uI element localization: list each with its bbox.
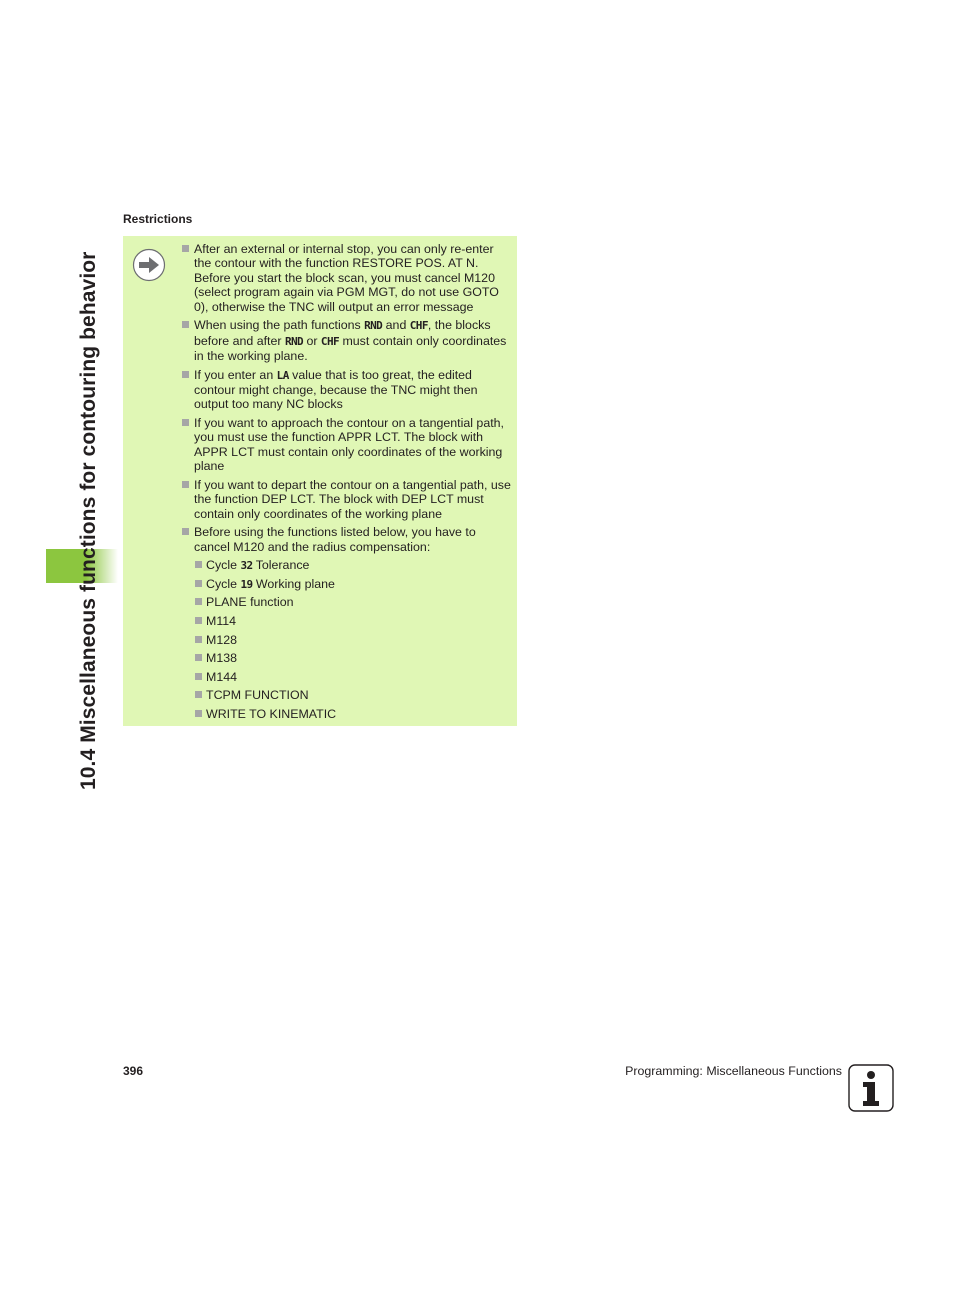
sublist-item [182,633,514,647]
list-item-text: After an external or internal stop, you can only re-enter the contour with the function RESTORE POS. AT N. Before you start the block scan, you must cancel M120 (select program again via PGM MGT, do not use GOTO 0), otherwise the TNC will output an error message [194,242,499,314]
bullet-square-icon [182,419,189,426]
code-keyword: CHF [409,319,428,333]
function-sublist [182,558,514,721]
list-item-text: and [382,318,410,333]
bullet-square-icon [182,481,189,488]
sublist-item-text: Tolerance [252,558,310,573]
cycle-number: 19 [240,577,253,591]
sublist-item-text: M128 [206,632,237,647]
bullet-square-icon [195,598,202,605]
sublist-item-text: Cycle [206,576,241,591]
sublist-item-text: TCPM FUNCTION [206,688,309,703]
list-item-text: Before using the functions listed below, you have to cancel M120 and the radius compensation: [194,525,476,554]
bullet-square-icon [195,710,202,717]
bullet-square-icon [195,654,202,661]
cycle-number: 32 [240,559,253,573]
bullet-square-icon [195,617,202,624]
sublist-item-text: WRITE TO KINEMATIC [206,706,337,721]
bullet-square-icon [195,636,202,643]
code-keyword: LA [276,368,289,382]
sublist-item-text: Cycle [206,558,241,573]
sublist-item [182,558,514,572]
code-keyword: RND [284,334,304,348]
sublist-item [182,595,514,609]
bullet-square-icon [195,691,202,698]
sublist-item-text: M114 [206,613,237,628]
list-item-text: When using the path functions [194,318,365,333]
sublist-item [182,614,514,628]
section-heading: Restrictions [123,212,193,226]
list-item-text: If you want to approach the contour on a tangential path, you must use the function APPR LCT. The block with APPR LCT must contain only coordinates of the working plane [194,416,504,474]
sublist-item [182,651,514,665]
list-item [182,242,514,314]
list-item [182,368,514,412]
list-item [182,416,514,474]
code-keyword: CHF [320,334,339,348]
list-item [182,318,514,363]
page-number: 396 [123,1064,144,1078]
bullet-square-icon [182,321,189,328]
list-item-text: If you want to depart the contour on a tangential path, use the function DEP LCT. The block with DEP LCT must contain only coordinates of the working plane [194,477,511,521]
sublist-item [182,688,514,702]
footer-title: Programming: Miscellaneous Functions [625,1064,842,1078]
sublist-item-text: Working plane [252,576,335,591]
sublist-item [182,670,514,684]
sublist-item-text: PLANE function [206,595,294,610]
bullet-square-icon [195,561,202,568]
list-item-text: or [303,333,321,348]
bullet-square-icon [195,580,202,587]
list-item [182,525,514,554]
sublist-item-text: M138 [206,651,237,666]
bullet-square-icon [182,371,189,378]
sublist-item [182,577,514,591]
list-item-text: must contain only coordinates in the working plane. [194,333,507,364]
info-icon [848,1064,894,1112]
list-item-text: If you enter an [194,367,277,382]
sublist-item [182,707,514,721]
list-item [182,478,514,521]
bullet-square-icon [182,528,189,535]
bullet-square-icon [195,673,202,680]
list-item-text: , the blocks before and after [194,318,491,348]
arrow-right-icon [132,248,166,282]
restrictions-list [182,242,514,725]
list-item-text: value that is too great, the edited contour might change, because the TNC might then output too many NC blocks [194,367,478,412]
sublist-item-text: M144 [206,669,237,684]
bullet-square-icon [182,245,189,252]
code-keyword: RND [364,319,383,333]
chapter-title: 10.4 Miscellaneous functions for contouring behavior [77,251,100,790]
